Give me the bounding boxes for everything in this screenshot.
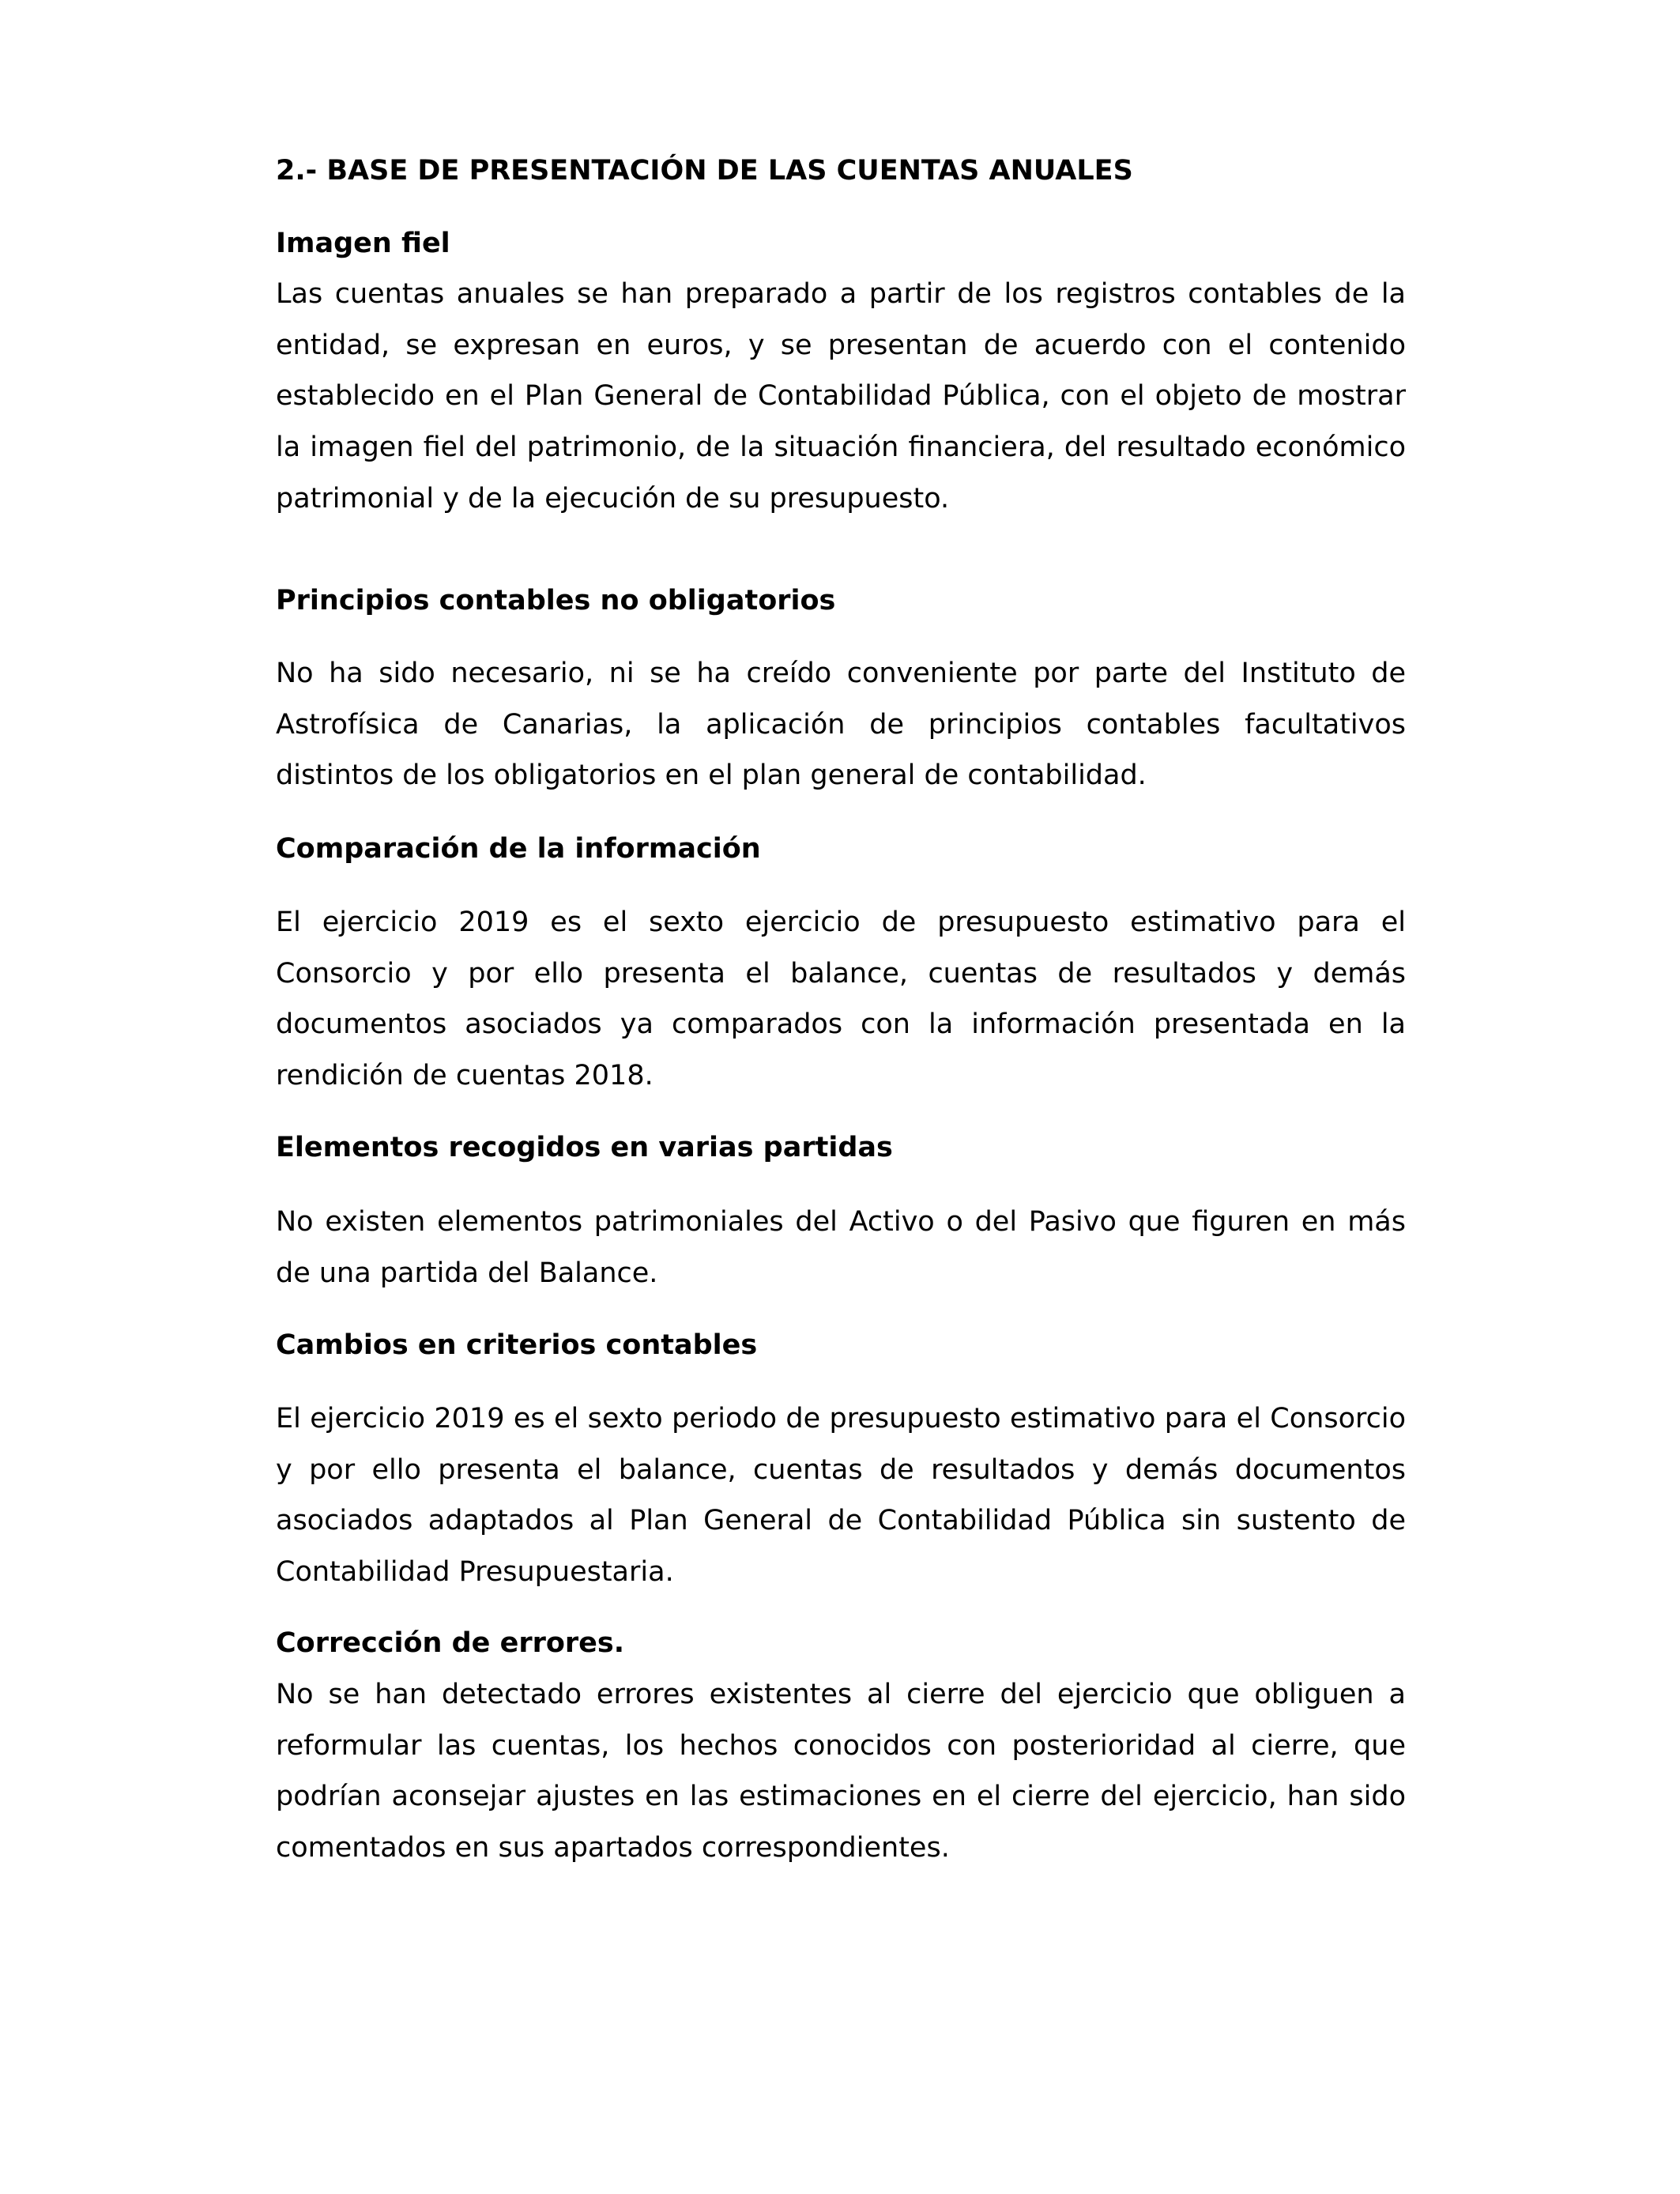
- paragraph-correccion-errores: No se han detectado errores existentes al cierre del ejercicio que obliguen a reformular las cuentas, los hechos conocidos con posterioridad al cierre, que podrían aconsejar ajustes en las estimaciones en el cierre del ejercicio, han sido comentados en sus apartados correspondientes.: [276, 1679, 1406, 1864]
- heading-correccion-errores: Corrección de errores.: [276, 1627, 625, 1659]
- heading-cambios-criterios: Cambios en criterios contables: [276, 1329, 758, 1361]
- heading-comparacion-informacion: Comparación de la información: [276, 833, 761, 865]
- paragraph-cambios-criterios: El ejercicio 2019 es el sexto periodo de presupuesto estimativo para el Consorcio y por ello presenta el balance, cuentas de resultados y demás documentos asociados adaptados al Plan General de Contabilidad Pública sin sustento de Contabilidad Presupuestaria.: [276, 1403, 1406, 1589]
- paragraph-imagen-fiel: Las cuentas anuales se han preparado a partir de los registros contables de la entidad, se expresan en euros, y se presentan de acuerdo con el contenido establecido en el Plan General de Contabilidad Pública, con el objeto de mostrar la imagen fiel del patrimonio, de la situación financiera, del resultado económico patrimonial y de la ejecución de su presupuesto.: [276, 278, 1406, 515]
- heading-principios-contables: Principios contables no obligatorios: [276, 585, 836, 616]
- paragraph-comparacion-informacion: El ejercicio 2019 es el sexto ejercicio de presupuesto estimativo para el Consorcio y por ello presenta el balance, cuentas de resultados y demás documentos asociados ya comparados con la información presentada en la rendición de cuentas 2018.: [276, 907, 1406, 1092]
- paragraph-elementos-varias-partidas: No existen elementos patrimoniales del Activo o del Pasivo que figuren en más de una partida del Balance.: [276, 1206, 1406, 1289]
- heading-elementos-varias-partidas: Elementos recogidos en varias partidas: [276, 1132, 893, 1163]
- paragraph-principios-contables: No ha sido necesario, ni se ha creído conveniente por parte del Instituto de Astrofísica de Canarias, la aplicación de principios contables facultativos distintos de los obligatorios en el plan general de contabilidad.: [276, 658, 1406, 792]
- section-title: 2.- BASE DE PRESENTACIÓN DE LAS CUENTAS ANUALES: [276, 155, 1133, 187]
- heading-imagen-fiel: Imagen fiel: [276, 228, 450, 259]
